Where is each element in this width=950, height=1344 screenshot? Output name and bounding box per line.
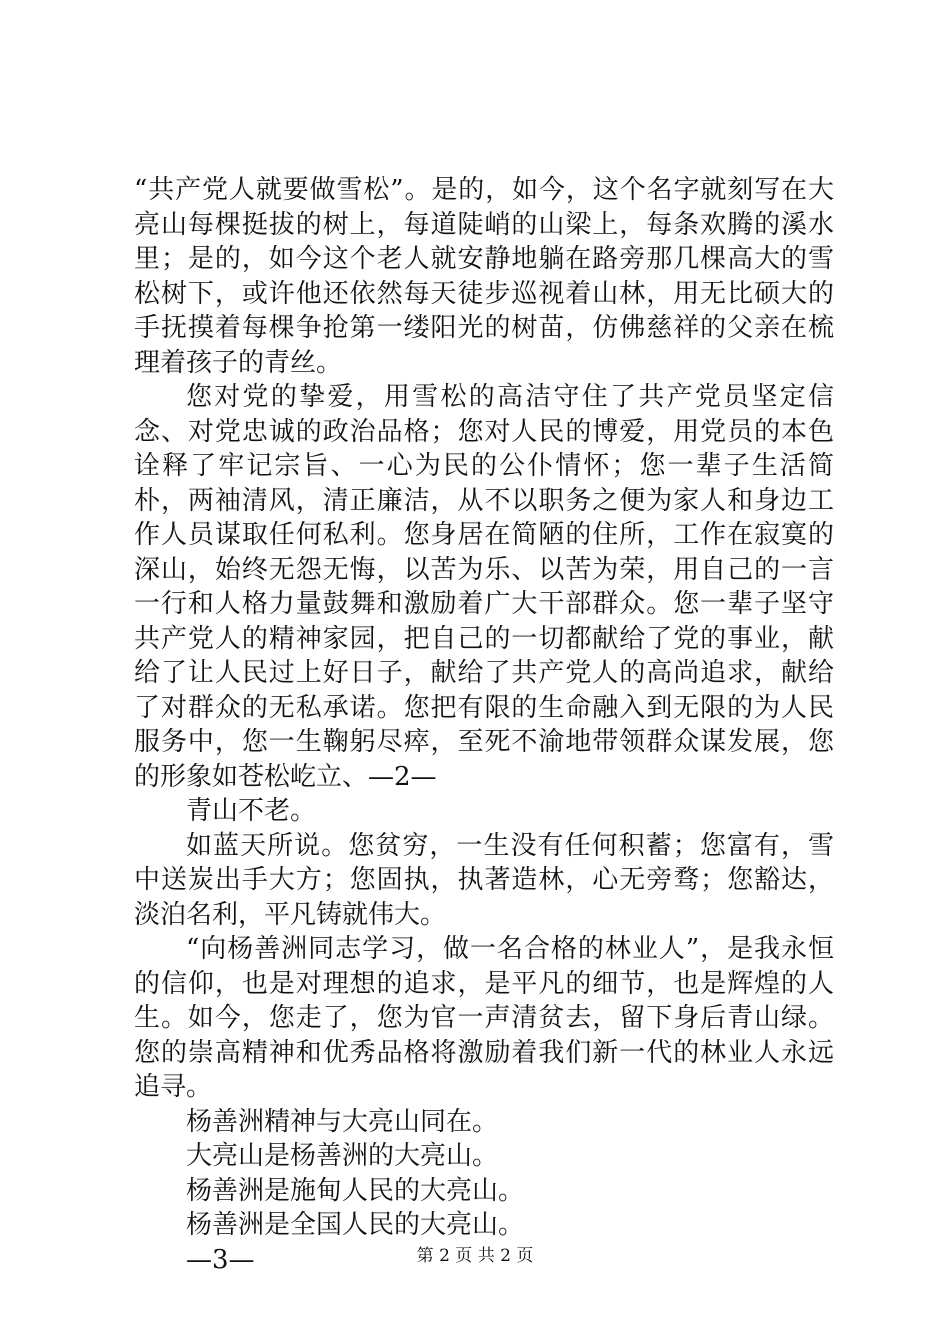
paragraph-1: “共产党人就要做雪松”。是的，如今，这个名字就刻写在大亮山每棵挺拔的树上，每道陡峭的山梁上，每条欢腾的溪水里；是的，如今这个老人就安静地躺在路旁那几棵高大的雪松树下，或许他还依然每天徒步巡视着山林，用无比硕大的手抚摸着每棵争抢第一缕阳光的树苗，仿佛慈祥的父亲在梳理着孩子的青丝。 xyxy=(134,175,834,378)
page-footer: 第 2 页 共 2 页 xyxy=(416,1246,534,1266)
paragraph-2: 您对党的挚爱，用雪松的高洁守住了共产党员坚定信念、对党忠诚的政治品格；您对人民的博爱，用党员的本色诠释了牢记宗旨、一心为民的公仆情怀；您一辈子生活简朴，两袖清风，清正廉洁，从不以职务之便为家人和身边工作人员谋取任何私利。您身居在简陋的住所，工作在寂寞的深山，始终无怨无悔，以苦为乐、以苦为荣，用自己的一言一行和人格力量鼓舞和激励着广大干部群众。您一辈子坚守共产党人的精神家园，把自己的一切都献给了党的事业，献给了让人民过上好日子，献给了共产党人的高尚追求，献给了对群众的无私承诺。您把有限的生命融入到无限的为人民服务中，您一生鞠躬尽瘁，至死不渝地带领群众谋发展，您的形象如苍松屹立、—2— xyxy=(134,382,834,792)
page-marker: —3— xyxy=(186,1244,255,1275)
paragraph-8: 杨善洲是施甸人民的大亮山。 xyxy=(186,1175,525,1206)
paragraph-4: 如蓝天所说。您贫穷，一生没有任何积蓄；您富有，雪中送炭出手大方；您固执，执著造林，心无旁骛；您豁达，淡泊名利，平凡铸就伟大。 xyxy=(134,830,834,930)
paragraph-7: 大亮山是杨善洲的大亮山。 xyxy=(186,1141,499,1171)
paragraph-5: “向杨善洲同志学习，做一名合格的林业人”，是我永恒的信仰，也是对理想的追求，是平凡的细节，也是辉煌的人生。如今，您走了，您为官一声清贫去，留下身后青山绿。您的崇高精神和优秀品格将激励着我们新一代的林业人永远追寻。 xyxy=(134,934,834,1102)
document-body xyxy=(134,173,834,1277)
paragraph-6: 杨善洲精神与大亮山同在。 xyxy=(186,1106,499,1137)
paragraph-9: 杨善洲是全国人民的大亮山。 xyxy=(186,1210,525,1240)
paragraph-3: 青山不老。 xyxy=(186,796,317,826)
